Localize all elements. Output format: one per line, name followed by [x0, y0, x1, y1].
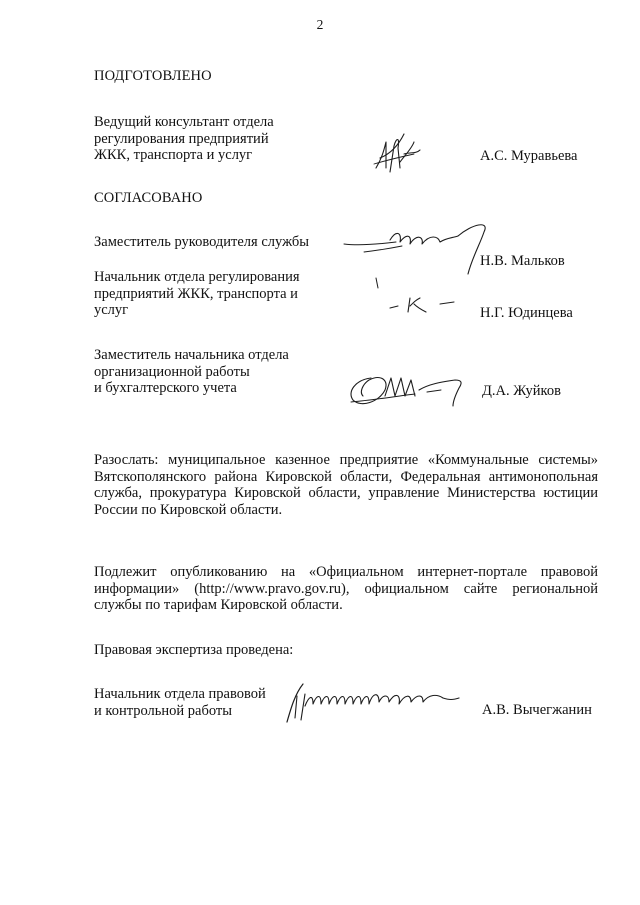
position-line: ЖКК, транспорта и услуг — [94, 147, 253, 163]
position-line: регулирования предприятий — [94, 130, 269, 147]
position-line: Заместитель начальника отдела — [94, 347, 289, 363]
prepared-heading: ПОДГОТОВЛЕНО — [94, 68, 212, 84]
signature-yudintseva — [388, 290, 458, 320]
position-line: Ведущий консультант отдела — [94, 114, 274, 130]
agreed-heading: СОГЛАСОВАНО — [94, 190, 203, 206]
final-name: А.В. Вычегжанин — [482, 702, 592, 718]
position-line: и бухгалтерского учета — [94, 380, 237, 396]
publication-paragraph: Подлежит опубликованию на «Официальном интернет-портале правовой информации» (http://www.pravo.gov.ru), официальном сайте региональной службы по тарифам Кировской области. — [94, 564, 598, 613]
signature-muravyeva — [370, 128, 430, 183]
agreed-name-3: Д.А. Жуйков — [482, 383, 561, 399]
prepared-name: А.С. Муравьева — [480, 148, 578, 164]
distribution-paragraph: Разослать: муниципальное казенное предприятие «Коммунальные системы» Вятскополянского района Кировской области, Федеральная антимонопольная служба, прокуратура Кировской области, управление Министерства юстиции России по Кировской области. — [94, 452, 598, 518]
signature-vychegzhanin — [283, 678, 463, 728]
agreed-name-2: Н.Г. Юдинцева — [480, 305, 573, 321]
agreed-position-1 — [94, 234, 344, 251]
position-line: предприятий ЖКК, транспорта и — [94, 285, 298, 302]
position-line: организационной работы — [94, 363, 250, 380]
position-line: Начальник отдела правовой — [94, 686, 266, 702]
position-line: Начальник отдела регулирования — [94, 269, 300, 285]
position-line: услуг — [94, 302, 129, 318]
agreed-position-3 — [94, 347, 344, 397]
signature-malkov — [340, 218, 490, 293]
position-line: и контрольной работы — [94, 702, 232, 719]
agreed-position-2 — [94, 269, 344, 319]
position-line: Заместитель руководителя службы — [94, 234, 310, 250]
prepared-position — [94, 114, 344, 164]
page-number: 2 — [316, 17, 324, 32]
agreed-name-1: Н.В. Мальков — [480, 253, 565, 269]
signature-zhuikov — [345, 366, 470, 411]
legal-review-label: Правовая экспертиза проведена: — [94, 642, 294, 658]
